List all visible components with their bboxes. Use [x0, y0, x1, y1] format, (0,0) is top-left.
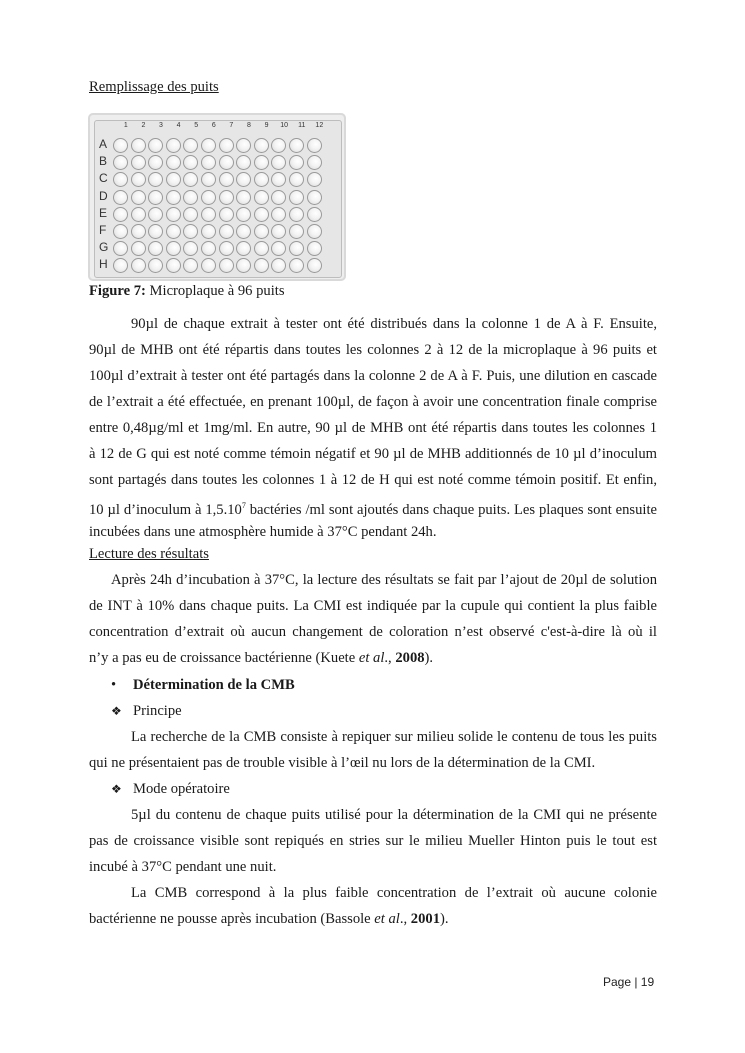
text: n’y a pas eu de croissance bactérienne (Kuete [89, 650, 359, 666]
para2-line: de INT à 10% dans chaque puits. La CMI est indiquée par la cupule qui contient la plus faible [89, 598, 657, 614]
well [254, 190, 269, 205]
well [236, 224, 251, 239]
well [183, 207, 198, 222]
well [236, 190, 251, 205]
well [183, 224, 198, 239]
row-label: H [99, 257, 108, 272]
well [289, 258, 304, 273]
well [271, 172, 286, 187]
well [307, 207, 322, 222]
well [166, 241, 181, 256]
row-label: D [99, 188, 108, 203]
well [219, 138, 234, 153]
well [271, 155, 286, 170]
bullet-heading-cmb: Détermination de la CMB [133, 677, 295, 693]
well [131, 224, 146, 239]
well [148, 138, 163, 153]
row-label: F [99, 222, 107, 237]
well [271, 138, 286, 153]
well [131, 172, 146, 187]
para2-line [89, 649, 657, 667]
well [148, 190, 163, 205]
well [113, 155, 128, 170]
well [201, 172, 216, 187]
well [131, 207, 146, 222]
well [271, 241, 286, 256]
page-number: Page | 19 [603, 975, 655, 989]
well [113, 190, 128, 205]
italic-text: et al [358, 650, 385, 666]
well [113, 258, 128, 273]
col-label: 1 [123, 122, 128, 129]
well [219, 155, 234, 170]
well [183, 241, 198, 256]
para1-line: sont partagés dans toutes les colonnes 1 à 12 de H qui est noté comme témoin positif. Et enfin, [89, 472, 657, 488]
well [166, 138, 181, 153]
well [254, 241, 269, 256]
col-label: 8 [247, 122, 251, 129]
well [271, 258, 286, 273]
well [201, 190, 216, 205]
well [219, 207, 234, 222]
well [289, 138, 304, 153]
microplate-figure [88, 113, 346, 281]
well [166, 172, 181, 187]
col-label: 5 [194, 122, 199, 129]
figure-caption-text: Microplaque à 96 puits [145, 283, 285, 299]
well [166, 207, 181, 222]
well [201, 155, 216, 170]
well [166, 258, 181, 273]
well [254, 138, 269, 153]
mode-line: pas de croissance visible sont repiqués en stries sur le milieu Mueller Hinton puis le tout est [89, 833, 657, 849]
well [236, 207, 251, 222]
well [131, 258, 146, 273]
bullet-icon: • [111, 677, 117, 693]
well [148, 207, 163, 222]
col-label: 10 [280, 122, 289, 129]
text: ., [384, 650, 396, 666]
text: bactérienne ne pousse après incubation (Bassole [89, 911, 375, 927]
col-label: 7 [229, 122, 234, 129]
well [307, 138, 322, 153]
principe-line: qui ne présentaient pas de trouble visible à l’œil nu lors de la détermination de la CMI. [89, 755, 596, 771]
well [201, 138, 216, 153]
column-labels [117, 122, 328, 129]
section-heading-lecture: Lecture des résultats [89, 546, 209, 562]
well [131, 138, 146, 153]
well [307, 172, 322, 187]
well [131, 241, 146, 256]
col-label: 9 [264, 122, 269, 129]
well [183, 155, 198, 170]
well [183, 172, 198, 187]
figure-caption [89, 283, 285, 300]
text: ). [439, 911, 449, 927]
section-heading-remplissage: Remplissage des puits [89, 79, 219, 95]
well [271, 224, 286, 239]
well [201, 207, 216, 222]
well [219, 172, 234, 187]
well [166, 224, 181, 239]
citation-year: 2008 [395, 650, 425, 666]
well [113, 224, 128, 239]
well [201, 224, 216, 239]
well [131, 155, 146, 170]
figure-caption-label: Figure 7: [89, 283, 146, 299]
well [113, 138, 128, 153]
col-label: 11 [298, 122, 306, 129]
well [236, 138, 251, 153]
well [289, 172, 304, 187]
row-label: B [99, 154, 108, 169]
para1-line8-start: 10 µl d’inoculum à 1,5.10 [89, 501, 242, 518]
well [131, 190, 146, 205]
well [148, 172, 163, 187]
row-label: A [99, 137, 108, 151]
well [236, 155, 251, 170]
text: ). [424, 650, 434, 666]
para2-line: Après 24h d’incubation à 37°C, la lecture des résultats se fait par l’ajout de 20µl de solution [111, 572, 657, 588]
para1-line: 90µl de MHB ont été répartis dans toutes les colonnes 2 à 12 de la microplaque à 96 puits et [89, 342, 657, 358]
well [254, 155, 269, 170]
principe-line: La recherche de la CMB consiste à repiquer sur milieu solide le contenu de tous les puits [131, 729, 657, 745]
well [307, 190, 322, 205]
well [254, 224, 269, 239]
well [183, 138, 198, 153]
well [219, 190, 234, 205]
col-label: 2 [141, 122, 146, 129]
para2-line: concentration d’extrait où aucun changement de coloration n’est observé c'est-à-dire là où il [89, 624, 657, 640]
well-grid [112, 137, 323, 275]
well [166, 155, 181, 170]
para1-line: 90µl de chaque extrait à tester ont été distribués dans la colonne 1 de A à F. Ensuite, [131, 316, 657, 332]
mode-line [89, 910, 657, 928]
well [148, 155, 163, 170]
row-label: G [99, 240, 109, 255]
well [307, 224, 322, 239]
well [148, 224, 163, 239]
para1-line: entre 0,48µg/ml et 1mg/ml. En autre, 90 µl de MHB ont été répartis dans toutes les colonnes 1 [89, 420, 657, 436]
subheading-principe: Principe [133, 703, 182, 719]
well [201, 241, 216, 256]
well [271, 207, 286, 222]
col-label: 3 [159, 122, 163, 129]
subheading-mode-operatoire: Mode opératoire [133, 781, 230, 797]
col-label: 6 [211, 122, 216, 129]
diamond-bullet-icon: ❖ [111, 782, 122, 796]
well [113, 172, 128, 187]
well [183, 190, 198, 205]
well [289, 155, 304, 170]
well [201, 258, 216, 273]
well [307, 258, 322, 273]
col-label: 12 [315, 122, 324, 129]
well [236, 241, 251, 256]
italic-text: et al [374, 911, 400, 927]
well [148, 241, 163, 256]
para1-line8-rest: bactéries /ml sont ajoutés dans chaque puits. Les plaques sont ensuite [245, 501, 657, 518]
mode-line: 5µl du contenu de chaque puits utilisé pour la détermination de la CMI qui ne présente [131, 807, 657, 823]
exponent: 7 [241, 501, 246, 510]
well [271, 190, 286, 205]
well [113, 207, 128, 222]
well [183, 258, 198, 273]
well [254, 258, 269, 273]
well [236, 258, 251, 273]
row-label: C [99, 171, 108, 186]
para1-line: à 12 de G qui est noté comme témoin négatif et 90 µl de MHB additionnés de 10 µl d’inoculum [89, 446, 657, 462]
row-labels [99, 136, 108, 274]
well [219, 224, 234, 239]
well [148, 258, 163, 273]
well [307, 241, 322, 256]
well [254, 172, 269, 187]
para1-line: incubées dans une atmosphère humide à 37°C pendant 24h. [89, 524, 437, 540]
microplate-frame [94, 120, 342, 278]
well [113, 241, 128, 256]
well [219, 258, 234, 273]
well [254, 207, 269, 222]
well [307, 155, 322, 170]
mode-line: incubé à 37°C pendant une nuit. [89, 859, 277, 875]
well [289, 224, 304, 239]
well [289, 241, 304, 256]
citation-year: 2001 [410, 911, 440, 927]
col-label: 4 [176, 122, 181, 129]
well [219, 241, 234, 256]
well [289, 190, 304, 205]
well [166, 190, 181, 205]
well [236, 172, 251, 187]
para1-line: de l’extrait a été effectuée, en prenant 100µl, de façon à avoir une concentration finale comprise [89, 394, 657, 410]
para1-line: 100µl d’extrait à tester ont été partagés dans la colonne 2 de A à F. Puis, une dilution en cascade [89, 368, 657, 384]
row-label: E [99, 205, 108, 220]
diamond-bullet-icon: ❖ [111, 704, 122, 718]
para1-line [89, 497, 657, 519]
well [289, 207, 304, 222]
mode-line: La CMB correspond à la plus faible concentration de l’extrait où aucune colonie [131, 885, 657, 901]
text: ., [399, 911, 411, 927]
